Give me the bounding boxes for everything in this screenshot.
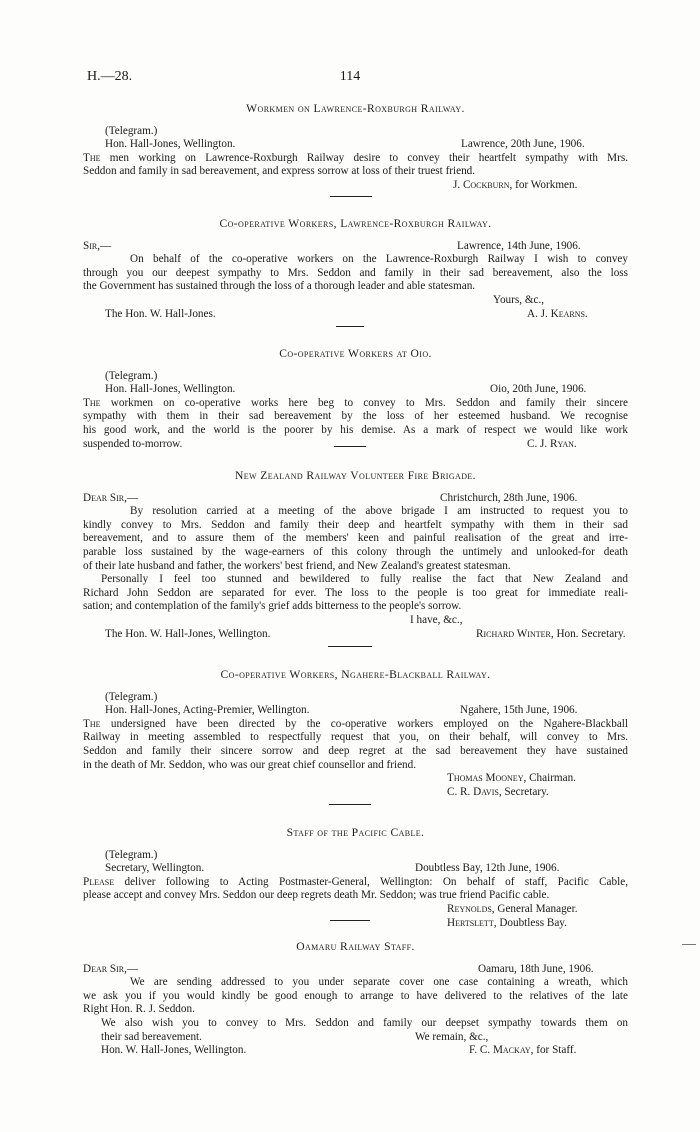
signature-role: , for Workmen.: [509, 178, 578, 191]
closing: I have, &c.,: [410, 613, 463, 626]
signature-line: [83, 772, 628, 786]
addressee-line: [83, 862, 628, 876]
telegram-label: (Telegram.): [105, 690, 158, 703]
telegram-pacific-cable: [83, 826, 628, 930]
dateline: Lawrence, 14th June, 1906.: [457, 239, 581, 252]
body-line: please accept and convey Mrs. Seddon our deep regrets death Mr. Seddon; was true friend Pacific cable.: [83, 889, 550, 902]
dateline: Doubtless Bay, 12th June, 1906.: [415, 862, 560, 875]
recipient-line: [83, 1044, 628, 1058]
addressee-line: [83, 383, 628, 397]
body-line: we ask you if you would kindly be good enough to arrange to have delivered to the relatives of the late: [83, 989, 628, 1002]
body-line: [83, 152, 628, 166]
body-text: undersigned have been directed by the co-operative workers employed on the Ngahere-Blackball: [110, 717, 628, 730]
section-divider: [336, 326, 364, 327]
salutation-line: [83, 492, 628, 506]
body-line: parable loss sustained by the wage-earners of this colony through the untimely and unlooked-for death: [83, 545, 628, 558]
body-line: Richard John Seddon are separated for ever. The loss to the people is too great for immediate reali-: [83, 586, 628, 599]
recipient: Hon. W. Hall-Jones, Wellington.: [101, 1044, 247, 1057]
body-line: the Government has sustained through the loss of a thorough leader and able statesman.: [83, 280, 476, 293]
body-line: [83, 397, 628, 411]
telegram-label: (Telegram.): [105, 369, 158, 382]
addressee-line: [83, 138, 628, 152]
section-title: Staff of the Pacific Cable.: [286, 826, 425, 839]
salutation-line: [83, 963, 628, 977]
signature-role: , Hon. Secretary.: [550, 627, 626, 640]
section-title: Workmen on Lawrence-Roxburgh Railway.: [246, 102, 465, 115]
signature-name: F. C. Mackay: [469, 1044, 531, 1057]
dateline: Lawrence, 20th June, 1906.: [461, 138, 585, 151]
body-line: [83, 718, 628, 732]
body-line: his good work, and the world is the poorer by his demise. As a mark of respect we would like work: [83, 423, 628, 436]
margin-mark: [682, 944, 696, 945]
body-line: through you our deepest sympathy to Mrs. Seddon and family in their sad bereavement, also the loss: [83, 266, 628, 279]
body-line: Personally I feel too stunned and bewildered to fully realise the fact that New Zealand and: [101, 573, 628, 586]
body-line: We are sending addressed to you under separate cover one case containing a wreath, which: [130, 976, 628, 989]
body-line: in the death of Mr. Seddon, who was our great chief counsellor and friend.: [83, 758, 417, 771]
body-line: sympathy with them in their sad bereavement by the loss of her esteemed husband. We recognise: [83, 410, 628, 423]
letter-fire-brigade: [83, 469, 628, 641]
body-line: Seddon and family in sad bereavement, and express sorrow at loss of their truest friend.: [83, 165, 476, 178]
body-text: men working on Lawrence-Roxburgh Railway desire to convey their heartfelt sympathy with Mrs.: [109, 151, 629, 164]
section-title: Oamaru Railway Staff.: [296, 940, 415, 953]
section-divider: [329, 804, 371, 805]
salutation: Dear Sir,—: [83, 962, 139, 975]
salutation-line: [83, 240, 628, 254]
section-title: New Zealand Railway Volunteer Fire Brigade.: [235, 469, 476, 482]
addressee-line: [83, 704, 628, 718]
addressee: Hon. Hall-Jones, Acting-Premier, Wellington.: [105, 704, 310, 717]
letter-oamaru-railway-staff: [83, 940, 628, 1058]
recipient: The Hon. W. Hall-Jones.: [105, 307, 216, 320]
body-text: deliver following to Acting Postmaster-General, Wellington: On behalf of staff, Pacific Cable,: [124, 875, 628, 888]
signature-line: [83, 786, 628, 800]
body-line: suspended to-morrow. C. J. Ryan.: [83, 437, 577, 450]
salutation: Dear Sir,—: [83, 491, 139, 504]
body-line: Right Hon. R. J. Seddon.: [83, 1003, 195, 1016]
dateline: Oio, 20th June, 1906.: [490, 383, 587, 396]
body-line: Seddon and family their sincere sorrow and deep regret at the sad bereavement they have sustained: [83, 744, 628, 757]
signature-line: [83, 903, 628, 917]
signature-line: [83, 179, 628, 193]
signature-role: , General Manager.: [491, 902, 578, 915]
body-line: We also wish you to convey to Mrs. Seddon and family our deepset sympathy towards them on: [101, 1016, 628, 1029]
section-divider: [330, 196, 372, 197]
letter-workmen-lawrence-roxburgh: [83, 102, 628, 193]
body-line: of their late husband and father, the workers' best friend, and New Zealand's greatest statesman.: [83, 559, 511, 572]
lead-word: The: [83, 717, 101, 730]
signature-name: Richard Winter: [476, 627, 551, 640]
telegram-label: (Telegram.): [105, 848, 158, 861]
body-line: By resolution carried at a meeting of the above brigade I am instructed to request you to: [130, 505, 628, 518]
body-line: Railway in meeting assembled to respectfully request that you, on their behalf, will convey to Mrs.: [83, 731, 628, 744]
recipient-line: [83, 308, 628, 322]
signature-name: J. Cockburn: [453, 178, 510, 191]
section-divider: [334, 446, 366, 447]
section-title: Co-operative Workers at Oio.: [279, 347, 432, 360]
dateline: Ngahere, 15th June, 1906.: [460, 704, 578, 717]
lead-word: Please: [83, 875, 115, 888]
telegram-label: (Telegram.): [105, 124, 158, 137]
closing: Yours, &c.,: [493, 293, 545, 306]
signature-role: , for Staff.: [530, 1044, 577, 1057]
body-line: their sad bereavement. We remain, &c.,: [101, 1030, 489, 1043]
section-divider: [330, 920, 370, 921]
signature-name: C. R. Davis: [447, 785, 499, 798]
lead-word: The: [83, 151, 101, 164]
recipient: The Hon. W. Hall-Jones, Wellington.: [105, 627, 271, 640]
signature-name: A. J. Kearns.: [527, 307, 588, 320]
letter-cooperative-ngahere-blackball: [83, 668, 628, 799]
section-title: Co-operative Workers, Lawrence-Roxburgh Railway.: [219, 217, 492, 230]
closing-line: [83, 614, 628, 628]
signature-name: Hertslett: [447, 916, 494, 929]
body-line: sation; and contemplation of the family's grief adds bitterness to the people's sorrow.: [83, 600, 462, 613]
page-number: 114: [339, 69, 361, 84]
addressee: Hon. Hall-Jones, Wellington.: [105, 383, 236, 396]
signature-role: , Chairman.: [523, 772, 576, 785]
body-text: workmen on co-operative works here beg to convey to Mrs. Seddon and family their sincere: [110, 396, 629, 409]
section-title: Co-operative Workers, Ngahere-Blackball Railway.: [220, 668, 491, 681]
closing: We remain, &c.,: [415, 1030, 489, 1043]
dateline: Oamaru, 18th June, 1906.: [478, 962, 594, 975]
document-reference: H.—28.: [87, 69, 133, 84]
salutation: Sir,—: [83, 239, 112, 252]
body-line: On behalf of the co-operative workers on the Lawrence-Roxburgh Railway I wish to convey: [130, 253, 628, 266]
body-line: [83, 876, 628, 890]
dateline: Christchurch, 28th June, 1906.: [440, 491, 578, 504]
body-line: bereavement, and to assure them of the members' keen and painful realisation of the great and irre-: [83, 532, 628, 545]
signature-role: , Doubtless Bay.: [493, 916, 567, 929]
addressee: Secretary, Wellington.: [105, 862, 205, 875]
letter-cooperative-lawrence-roxburgh: [83, 217, 628, 321]
closing-line: [83, 294, 628, 308]
letter-cooperative-oio: [83, 347, 628, 451]
signature-line: [83, 917, 628, 931]
signature-name: Reynolds: [447, 902, 492, 915]
signature-name: Thomas Mooney: [447, 772, 524, 785]
body-line: kindly convey to Mrs. Seddon and family their deep and heartfelt sympathy with them in their sad: [83, 518, 628, 531]
signature-name: C. J. Ryan.: [527, 437, 577, 450]
signature-role: , Secretary.: [498, 785, 549, 798]
addressee: Hon. Hall-Jones, Wellington.: [105, 138, 236, 151]
recipient-line: [83, 628, 628, 642]
section-divider: [328, 646, 372, 647]
lead-word: The: [83, 396, 101, 409]
